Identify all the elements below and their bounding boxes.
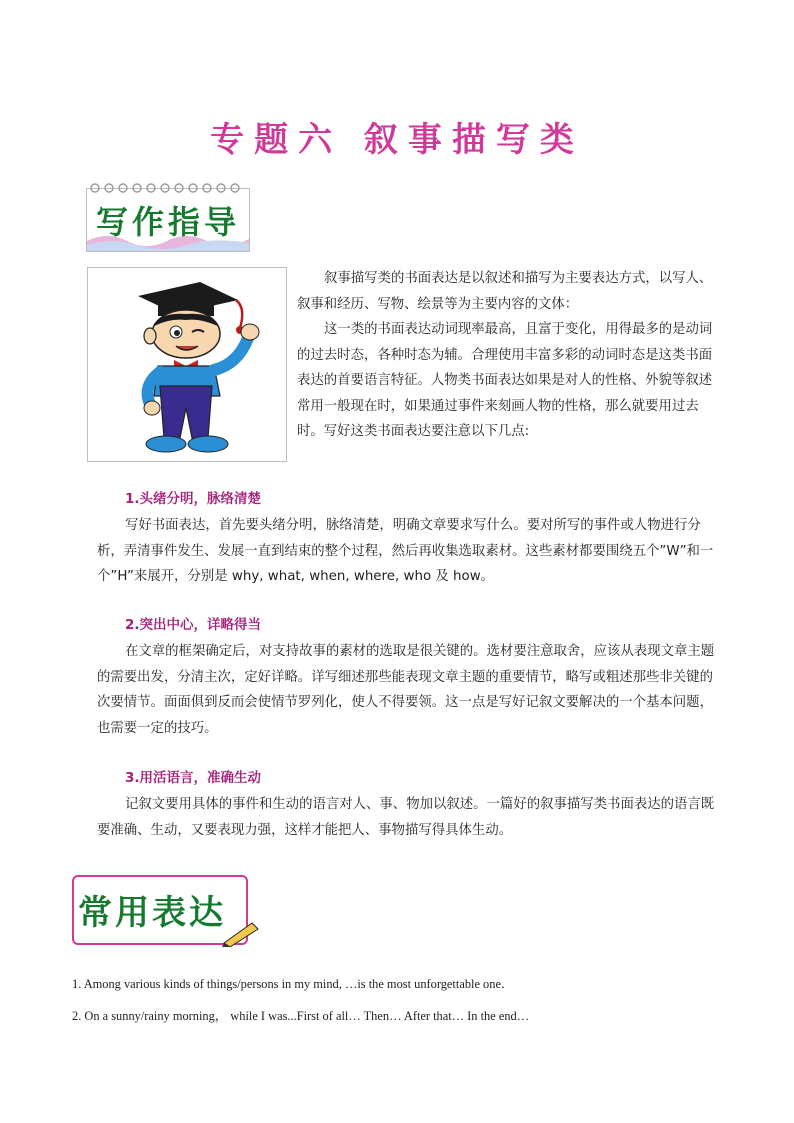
page-title: 专题六 叙事描写类 [210, 120, 584, 160]
section-banner-common-expressions [72, 875, 258, 947]
banner-label: 写作指导 [95, 203, 240, 241]
banner-label: 常用表达 [78, 893, 226, 933]
point-2-heading: 2.突出中心，详略得当 [125, 617, 262, 633]
notebook-rings-icon [87, 181, 249, 195]
point-3-body: 记叙文要用具体的事件和生动的语言对人、事、物加以叙述。一篇好的叙事描写类书面表达的语言既要准确、生动，又要表现力强，这样才能把人、事物描写得具体生动。 [97, 797, 715, 838]
expression-1: 1. Among various kinds of things/persons in my mind, …is the most unforgettable one． [72, 977, 514, 991]
section-banner-writing-guide [86, 188, 250, 252]
intro-paragraph-2 [297, 317, 721, 445]
expression-2: 2. On a sunny/rainy morning， while I was...First of all… Then… After that… In the end… [72, 1009, 530, 1023]
point-1-body: 写好书面表达，首先要头绪分明，脉络清楚，明确文章要求写什么。要对所写的事件或人物进行分析，弄清事件发生、发展一直到结束的整个过程，然后再收集选取素材。这些素材都要围绕五个”W”和一个”H”来展开，分别是 why, what, when, where, who 及 how。 [97, 518, 714, 585]
point-1-heading: 1.头绪分明，脉络清楚 [125, 491, 262, 507]
intro-paragraph-2-text: 这一类的书面表达动词现率最高，且富于变化，用得最多的是动词的过去时态，各种时态为辅。合理使用丰富多彩的动词时态是这类书面表达的首要语言特征。人物类书面表达如果是对人的性格、外貌等叙述常用一般现在时，如果通过事件来刻画人物的性格，那么就要用过去时。写好这类书面表达要注意以下几点: [297, 322, 713, 440]
point-2-body: 在文章的框架确定后，对支持故事的素材的选取是很关键的。选材要注意取舍，应该从表现文章主题的需要出发，分清主次，定好详略。详写细述那些能表现文章主题的重要情节，略写或粗述那些非关键的次要情节。面面俱到反而会使情节罗列化，使人不得要领。这一点是写好记叙文要解决的一个基本问题，也需要一定的技巧。 [97, 644, 715, 736]
cartoon-student-icon [88, 268, 286, 461]
cartoon-illustration [87, 267, 287, 462]
point-3-heading: 3.用活语言，准确生动 [125, 770, 262, 786]
intro-paragraph-1: 叙事描写类的书面表达是以叙述和描写为主要表达方式，以写人、叙事和经历、写物、绘景等为主要内容的文体： [297, 271, 713, 312]
